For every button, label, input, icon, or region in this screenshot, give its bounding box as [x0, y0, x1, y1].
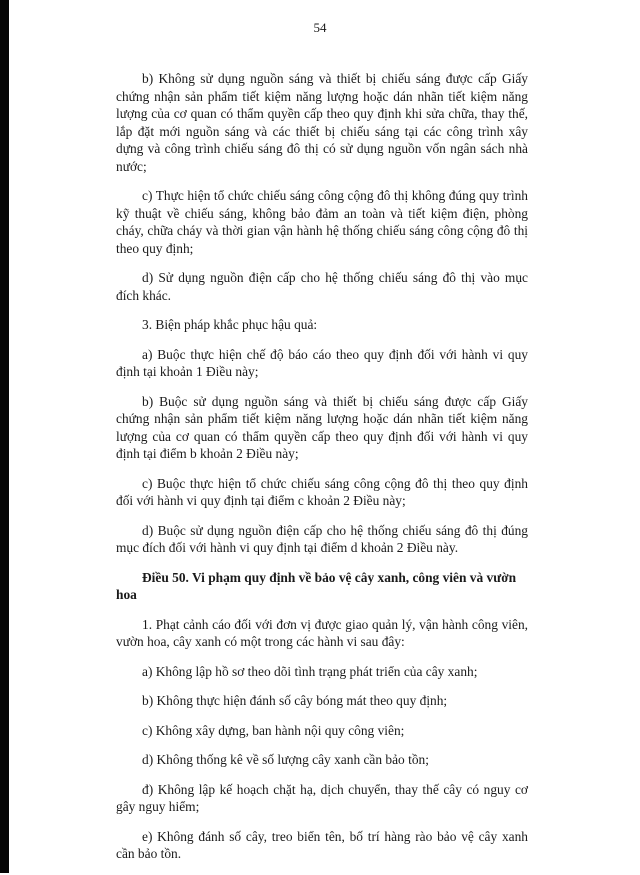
paragraph: c) Buộc thực hiện tổ chức chiếu sáng công cộng đô thị theo quy định đối với hành vi quy định tại điểm c khoản 2 Điều này; — [116, 475, 528, 508]
paragraph: 1. Phạt cảnh cáo đối với đơn vị được giao quản lý, vận hành công viên, vườn hoa, cây xanh có một trong các hành vi sau đây: — [116, 616, 528, 649]
paragraph: c) Không xây dựng, ban hành nội quy công viên; — [142, 722, 405, 738]
article-heading: Điều 50. Vi phạm quy định về bảo vệ cây xanh, công viên và vườn hoa — [116, 569, 517, 602]
paragraph: a) Không lập hồ sơ theo dõi tình trạng phát triển của cây xanh; — [142, 663, 478, 679]
paragraph: b) Không thực hiện đánh số cây bóng mát theo quy định; — [142, 693, 448, 708]
paragraph: d) Sử dụng nguồn điện cấp cho hệ thống chiếu sáng đô thị vào mục đích khác. — [116, 270, 528, 303]
paragraph: b) Không sử dụng nguồn sáng và thiết bị chiếu sáng được cấp Giấy chứng nhận sản phẩm tiết kiệm năng lượng hoặc dán nhãn tiết kiệm năng lượng của cơ quan có thẩm quyền cấp theo quy định khi sửa chữa, thay thế, lắp đặt mới nguồn sáng và các thiết bị chiếu sáng tại các công trình xây dựng và công trình chiếu sáng đô thị có sử dụng nguồn vốn ngân sách nhà nước; — [116, 71, 528, 174]
paragraph: a) Buộc thực hiện chế độ báo cáo theo quy định đối với hành vi quy định tại khoản 1 Điều này; — [116, 346, 528, 379]
paragraph: b) Buộc sử dụng nguồn sáng và thiết bị chiếu sáng được cấp Giấy chứng nhận sản phẩm tiết kiệm năng lượng hoặc dán nhãn tiết kiệm năng lượng của cơ quan có thẩm quyền cấp theo quy định đối với hành vi quy định tại điểm b khoản 2 Điều này; — [116, 393, 528, 461]
paragraph: c) Thực hiện tổ chức chiếu sáng công cộng đô thị không đúng quy trình kỹ thuật về chiếu sáng, không bảo đảm an toàn và tiết kiệm điện, phòng cháy, chữa cháy và thời gian vận hành hệ thống chiếu sáng công cộng đô thị theo quy định; — [116, 188, 528, 256]
paragraph: e) Không đánh số cây, treo biển tên, bố trí hàng rào bảo vệ cây xanh cần bảo tồn. — [116, 828, 528, 861]
paragraph: d) Buộc sử dụng nguồn điện cấp cho hệ thống chiếu sáng đô thị đúng mục đích đối với hành vi quy định tại điểm d khoản 2 Điều này. — [116, 522, 528, 555]
paragraph: đ) Không lập kế hoạch chặt hạ, dịch chuyển, thay thế cây có nguy cơ gây nguy hiểm; — [116, 781, 528, 814]
document-body — [116, 70, 528, 875]
paragraph: 3. Biện pháp khắc phục hậu quả: — [142, 317, 318, 332]
scan-edge-bar — [0, 0, 9, 873]
paragraph: d) Không thống kê về số lượng cây xanh cần bảo tồn; — [142, 752, 429, 767]
page-number: 54 — [313, 20, 327, 35]
